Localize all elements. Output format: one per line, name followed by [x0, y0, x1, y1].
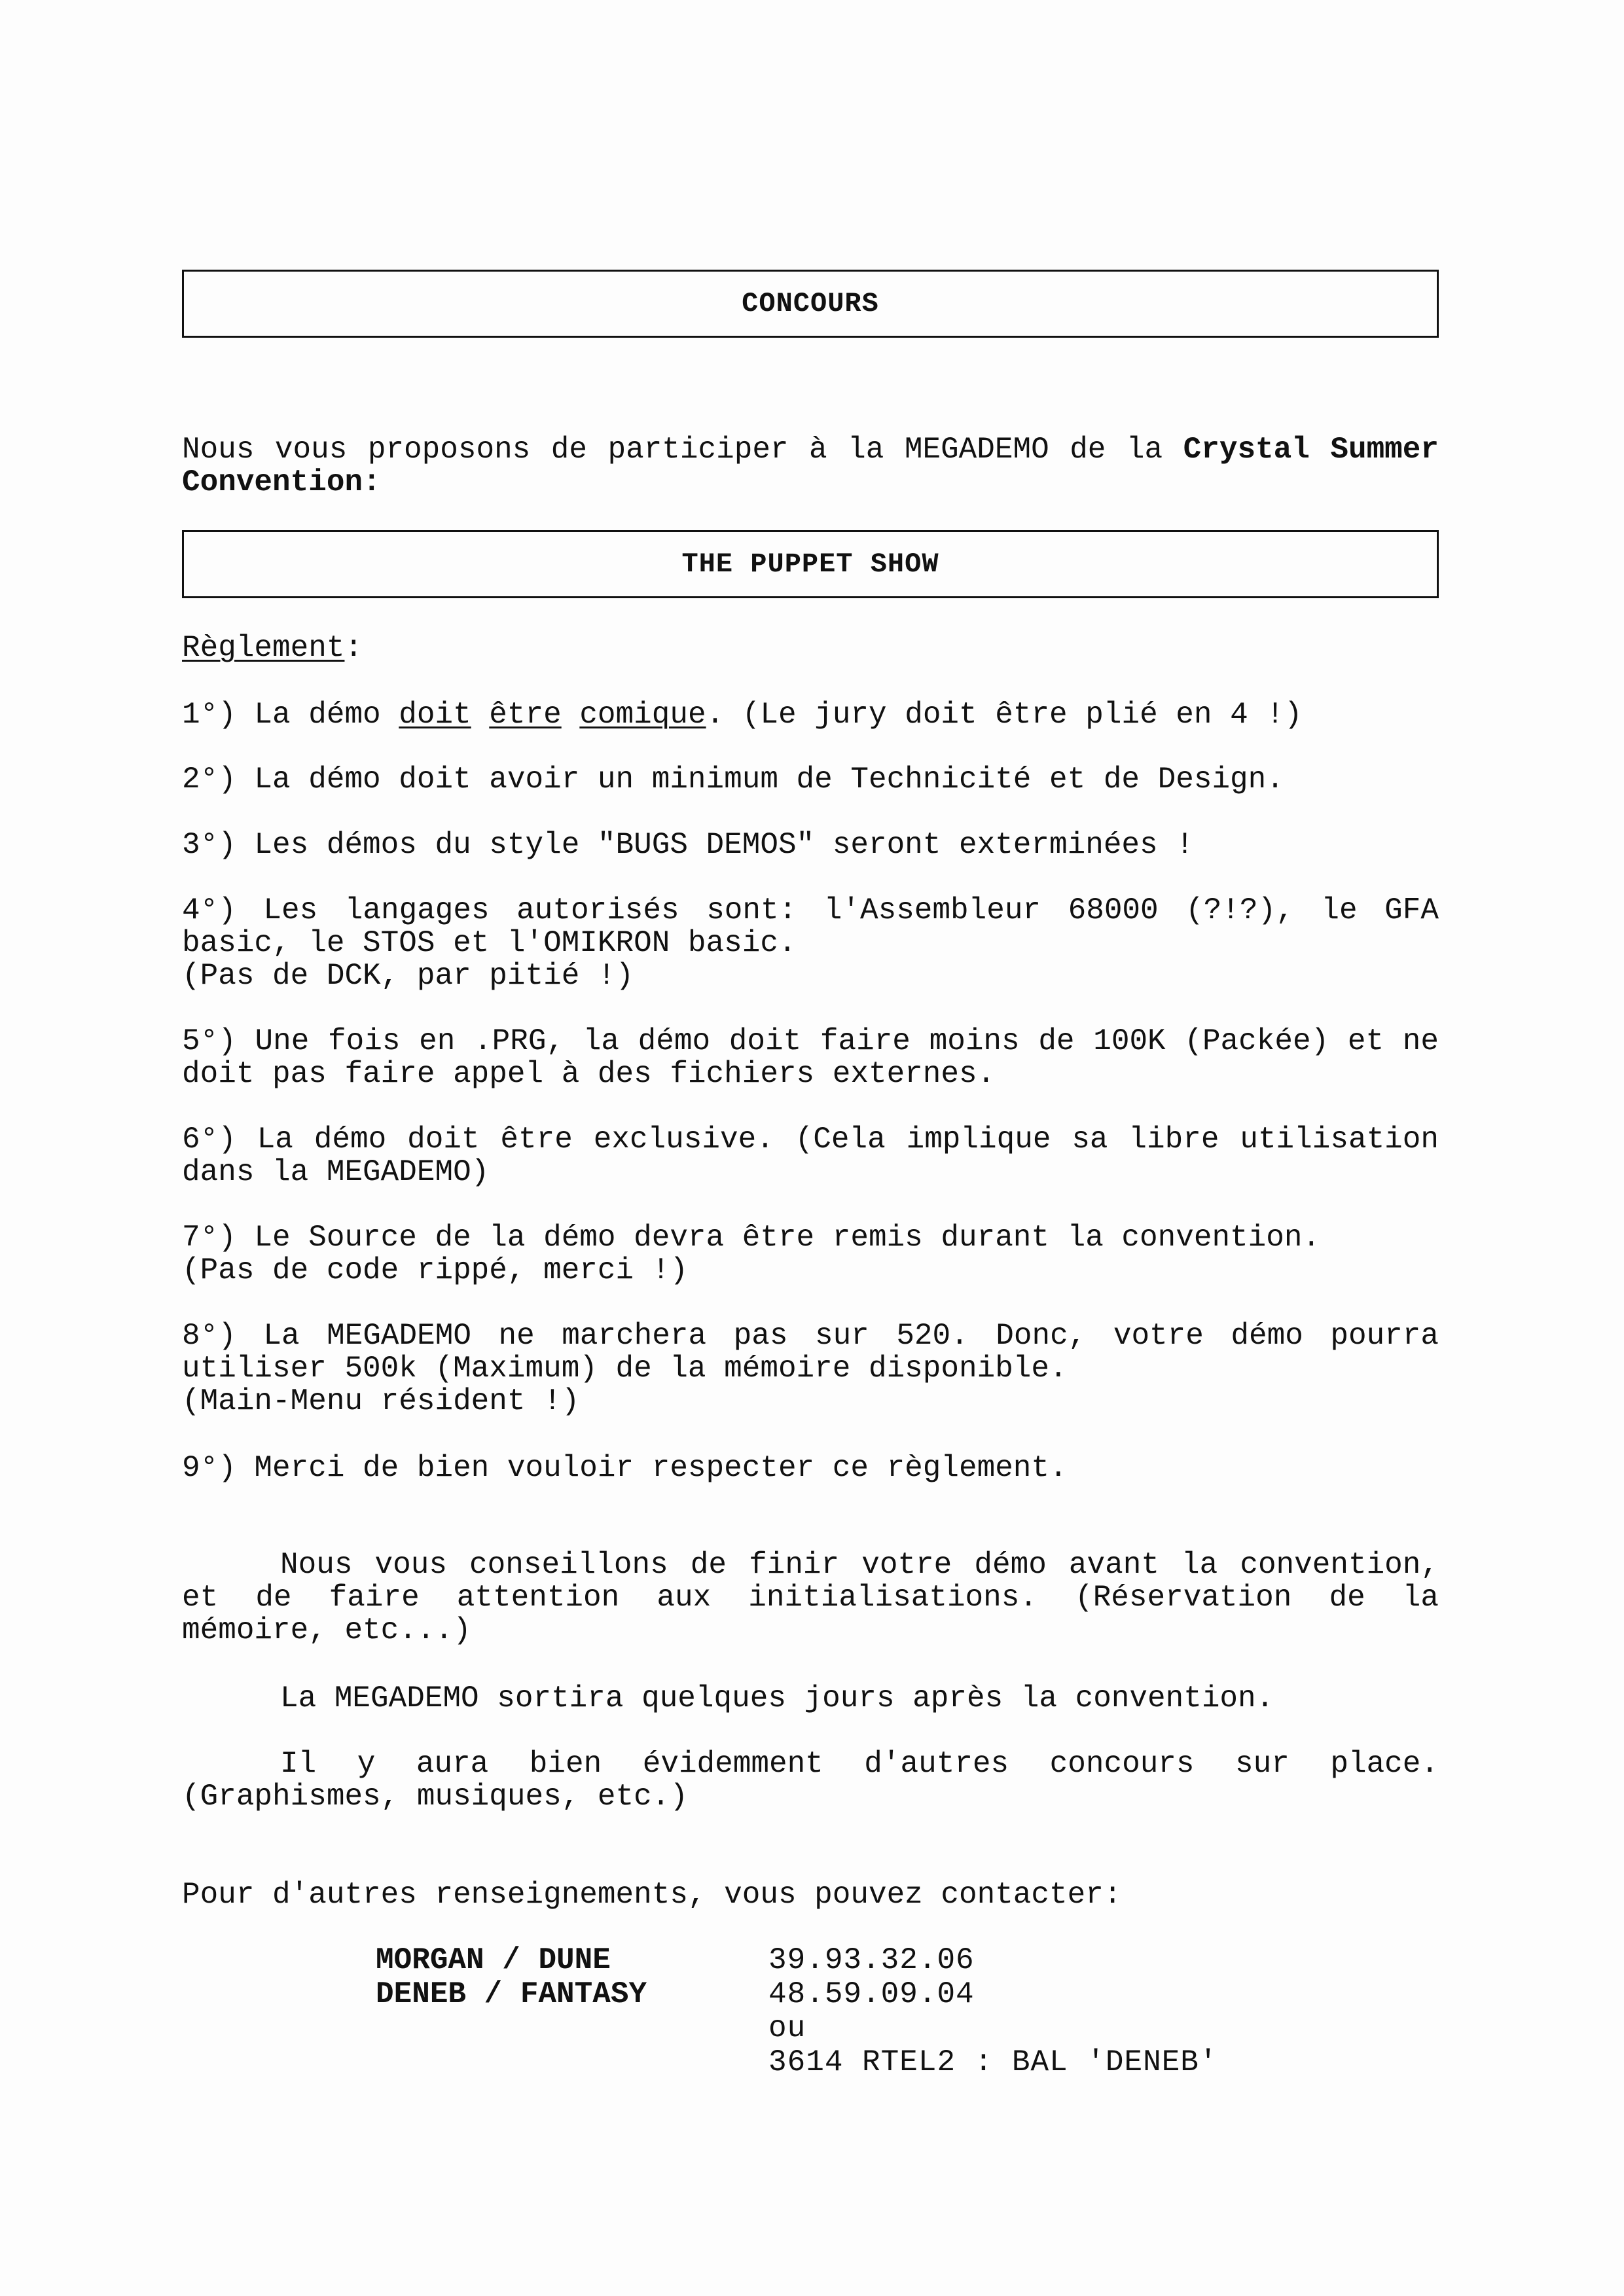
rule-4-text: 4°) Les langages autorisés sont: l'Assembleur 68000 (?!?), le GFA basic, le STOS et l'OMIKRON basic.	[182, 893, 1439, 960]
show-title-box	[182, 530, 1439, 598]
contact-name: DENEB / FANTASY	[376, 1977, 647, 2011]
contact-intro: Pour d'autres renseignements, vous pouvez contacter:	[182, 1878, 1122, 1912]
intro-text: Nous vous proposons de participer à la MEGADEMO de la	[182, 433, 1183, 467]
contact-separator: ou	[768, 2011, 806, 2045]
rule-7-note: (Pas de code rippé, merci !)	[182, 1253, 688, 1287]
rule-6: 6°) La démo doit être exclusive. (Cela implique sa libre utilisation dans la MEGADEMO)	[182, 1122, 1439, 1189]
rule-4-note: (Pas de DCK, par pitié !)	[182, 959, 634, 993]
advice-paragraph-3: Il y aura bien évidemment d'autres concours sur place.(Graphismes, musiques, etc.)	[182, 1747, 1439, 1814]
contact-row	[376, 1944, 1423, 1978]
contact-row	[376, 1978, 1423, 2012]
advice-paragraph-2: La MEGADEMO sortira quelques jours après la convention.	[280, 1681, 1274, 1715]
rule-9: 9°) Merci de bien vouloir respecter ce règlement.	[182, 1451, 1068, 1485]
contact-name	[376, 2012, 768, 2046]
rule-4	[182, 894, 1439, 992]
rule-7	[182, 1221, 1439, 1287]
rule-1-space-2	[562, 698, 580, 732]
contact-row	[376, 2012, 1423, 2046]
contact-list	[376, 1944, 1423, 2080]
contact-minitel: 3614 RTEL2 : BAL 'DENEB'	[768, 2045, 1218, 2079]
rule-1-suffix: . (Le jury doit être plié en 4 !)	[706, 698, 1303, 732]
rules-heading: Règlement	[182, 631, 345, 665]
title-box	[182, 270, 1439, 338]
rule-1-underlined-2: être	[489, 698, 562, 732]
contact-name: MORGAN / DUNE	[376, 1943, 611, 1977]
rule-1-underlined-1: doit	[399, 698, 471, 732]
rule-2: 2°) La démo doit avoir un minimum de Technicité et de Design.	[182, 762, 1284, 797]
intro-paragraph	[182, 433, 1439, 499]
rule-1	[182, 698, 1439, 731]
rule-3: 3°) Les démos du style "BUGS DEMOS" seront exterminées !	[182, 828, 1194, 862]
rule-8	[182, 1319, 1439, 1418]
intro-convention-name: Crystal Summer Convention:	[182, 433, 1439, 499]
contact-phone: 48.59.09.04	[768, 1977, 975, 2011]
rule-8-text: 8°) La MEGADEMO ne marchera pas sur 520. Donc, votre démo pourra utiliser 500k (Maximum) de la mémoire disponible.	[182, 1319, 1439, 1386]
rule-1-underlined-3: comique	[579, 698, 706, 732]
rule-8-note: (Main-Menu résident !)	[182, 1384, 580, 1418]
rule-1-prefix: 1°) La démo	[182, 698, 399, 732]
contact-name	[376, 2046, 768, 2080]
contact-row	[376, 2046, 1423, 2080]
rule-1-space-1	[471, 698, 490, 732]
show-title: THE PUPPET SHOW	[681, 548, 939, 580]
page-title: CONCOURS	[742, 288, 879, 319]
advice-paragraph-1: Nous vous conseillons de finir votre démo avant la convention, et de faire attention aux initialisations. (Réservation de la mémoire, etc...)	[182, 1548, 1439, 1647]
rules-heading-line	[182, 632, 1439, 664]
rules-heading-suffix: :	[344, 631, 363, 665]
rule-5: 5°) Une fois en .PRG, la démo doit faire moins de 100K (Packée) et ne doit pas faire appel à des fichiers externes.	[182, 1024, 1439, 1091]
contact-phone: 39.93.32.06	[768, 1943, 975, 1977]
rule-7-text: 7°) Le Source de la démo devra être remis durant la convention.	[182, 1221, 1321, 1255]
